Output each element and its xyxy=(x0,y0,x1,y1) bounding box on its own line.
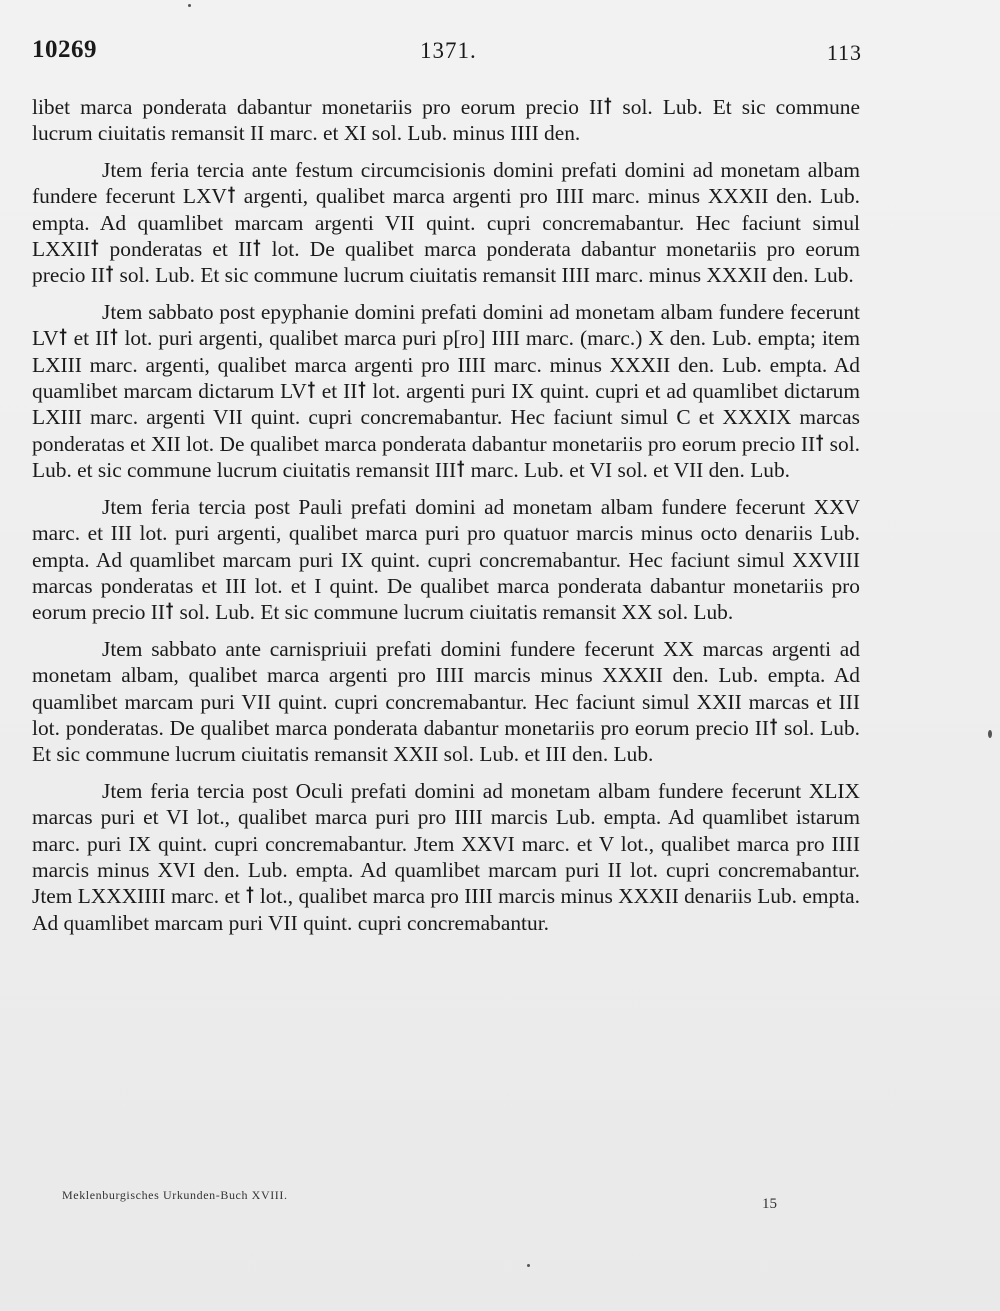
signature-mark: 15 xyxy=(762,1196,777,1212)
document-number: 10269 xyxy=(32,36,97,63)
paragraph: Jtem sabbato ante carnispriuii prefati domini fundere fecerunt XX marcas argenti ad monetam albam, qualibet marca argenti pro IIII marcis minus XXXII den. Lub. empta. Ad quamlibet marcam puri VII quint. cupri concremabantur. Hec faciunt simul XXII marcas et III lot. ponderatas. De qualibet marca ponderata dabantur monetariis pro eorum precio IIꝉ sol. Lub. Et sic commune lucrum ciuitatis remansit XXII sol. Lub. et III den. Lub. xyxy=(32,636,860,767)
paragraph: Jtem feria tercia ante festum circumcisionis domini prefati domini ad monetam albam fundere fecerunt LXVꝉ argenti, qualibet marca argenti pro IIII marc. minus XXXII den. Lub. empta. Ad quamlibet marcam argenti VII quint. cupri concremabantur. Hec faciunt simul LXXIIꝉ ponderatas et IIꝉ lot. De qualibet marca ponderata dabantur monetariis pro eorum precio IIꝉ sol. Lub. Et sic commune lucrum ciuitatis remansit IIII marc. minus XXXII den. Lub. xyxy=(32,157,860,288)
paragraph: Jtem feria tercia post Oculi prefati domini ad monetam albam fundere fecerunt XLIX marcas puri et VI lot., qualibet marca puri pro IIII marcis Lub. empta. Ad quamlibet istarum marc. puri IX quint. cupri concremabantur. Jtem XXVI marc. et V lot., qualibet marca pro IIII marcis minus XVI den. Lub. empta. Ad quamlibet marcam puri II lot. cupri concremabantur. Jtem LXXXIIII marc. et ꝉ lot., qualibet marca pro IIII marcis minus XXXII denariis Lub. empta. Ad quamlibet marcam puri VII quint. cupri concremabantur. xyxy=(32,778,860,935)
page-number: 113 xyxy=(826,40,862,65)
footer-source-line: Meklenburgisches Urkunden-Buch XVIII. xyxy=(62,1188,288,1202)
paragraph: Jtem feria tercia post Pauli prefati domini ad monetam albam fundere fecerunt XXV marc. et III lot. puri argenti, qualibet marca puri pro quatuor marcis minus octo denariis Lub. empta. Ad quamlibet marcam puri IX quint. cupri concremabantur. Hec faciunt simul XXVIII marcas ponderatas et III lot. et I quint. De qualibet marca ponderata dabantur monetariis pro eorum precio IIꝉ sol. Lub. Et sic commune lucrum ciuitatis remansit XX sol. Lub. xyxy=(32,494,860,625)
year-heading: 1371. xyxy=(420,38,477,63)
paper-speck xyxy=(527,1264,530,1267)
paragraph: Jtem sabbato post epyphanie domini prefati domini ad monetam albam fundere fecerunt LVꝉ et IIꝉ lot. puri argenti, qualibet marca puri p[ro] IIII marc. (marc.) X den. Lub. empta; item LXIII marc. argenti, qualibet marca argenti pro IIII marc. minus XXXII den. Lub. empta. Ad quamlibet marcam dictarum LVꝉ et IIꝉ lot. argenti puri IX quint. cupri et ad quamlibet dictarum LXIII marc. argenti VII quint. cupri concremabantur. Hec faciunt simul C et XXXIX marcas ponderatas et XII lot. De qualibet marca ponderata dabantur monetariis pro eorum precio IIꝉ sol. Lub. et sic commune lucrum ciuitatis remansit IIIꝉ marc. Lub. et VI sol. et VII den. Lub. xyxy=(32,299,860,483)
page-header xyxy=(32,36,862,76)
paragraph: libet marca ponderata dabantur monetariis pro eorum precio IIꝉ sol. Lub. Et sic commune lucrum ciuitatis remansit II marc. et XI sol. Lub. minus IIII den. xyxy=(32,95,860,146)
paper-speck xyxy=(988,730,992,738)
paper-speck xyxy=(188,4,191,7)
body-text xyxy=(32,94,860,946)
